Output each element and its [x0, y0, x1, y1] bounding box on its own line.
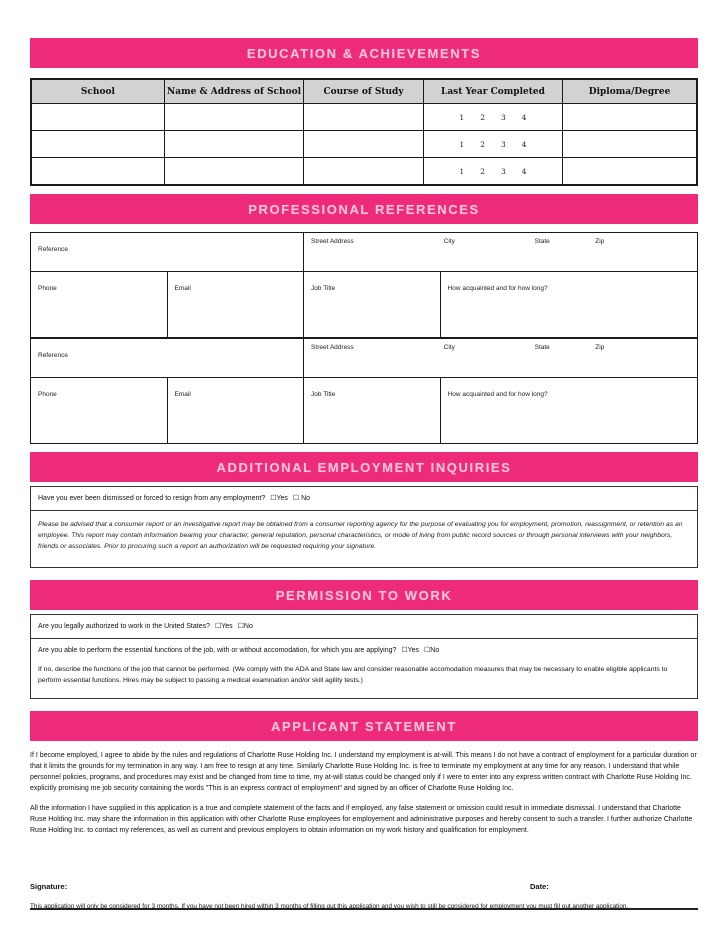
- zip-label: Zip: [595, 238, 605, 245]
- essential-yes-checkbox[interactable]: ☐Yes: [401, 646, 420, 654]
- reference-address-cell[interactable]: [304, 233, 697, 271]
- education-table-row-1: [32, 103, 696, 130]
- column-header-school: School: [32, 80, 165, 103]
- acquainted-label: How acquainted and for how long?: [447, 391, 548, 398]
- education-table: [30, 78, 698, 186]
- name-address-input-cell[interactable]: [165, 157, 304, 184]
- dismissed-question-row: [31, 487, 697, 511]
- authorized-question-row: [31, 615, 697, 639]
- last-year-completed-options: [424, 103, 563, 130]
- signature-label: Signature:: [30, 882, 68, 892]
- job-title-label: Job Title: [311, 285, 336, 292]
- year-option-1[interactable]: 1: [459, 112, 465, 122]
- authorized-no-checkbox[interactable]: ☐No: [237, 622, 253, 630]
- ada-accommodation-note: If no, describe the functions of the job that cannot be performed. (We comply with the ADA and State law and consider reasonable accomodation measures that may be necessary to enable eligible applicants to perform essential functions. Hires may be subject to passing a medical examination and/or skill agility tests.): [38, 665, 668, 684]
- course-of-study-input-cell[interactable]: [304, 157, 424, 184]
- school-input-cell[interactable]: [32, 130, 165, 157]
- column-header-last-year-completed: Last Year Completed: [424, 80, 563, 103]
- zip-label: Zip: [595, 344, 605, 351]
- statement-paragraph-2: All the information I have supplied in this application is a true and complete statement of the facts and if employed, any false statement or omission could result in immediate dismissal. I understand that Charlotte Ruse Holding Inc. may share the information in this application with other Charlotte Ruse employees for employement and administrative purposes and hereby consent to such a transfer. I further authorize Charlotte Ruse Holding Inc. to contact my references, as well as current and previous employers to obtain information on my work history and qualification for employment.: [30, 805, 693, 835]
- city-label: City: [443, 344, 455, 351]
- education-table-header-row: [32, 80, 696, 103]
- statement-paragraph-1: If I become employed, I agree to abide by the rules and regulations of Charlotte Ruse Holding Inc. I understand my employment is at-will. This means I do not have a contract of employment for a particular duration or that it limits the grounds for my termination in any way. I am free to resign at any time. Similarly Charlotte Ruse Holding Inc. is free to terminate my employment at any time for any reason. I understand that while personnel policies, programs, and procedures may exist and be changed from time to time, my at-will status could be changed only if I were to enter into any express written contract with Charlotte Ruse Holding Inc. explicitly promising me job security containing the words "This is an express contract of employment" and signed by an officer of Charlotte Ruse Holding Inc.: [30, 752, 697, 793]
- street-address-label: Street Address: [311, 238, 354, 245]
- essential-question-row: [31, 639, 697, 662]
- year-option-2[interactable]: 2: [480, 139, 485, 149]
- year-option-1[interactable]: 1: [459, 139, 465, 149]
- email-label: Email: [174, 285, 191, 292]
- course-of-study-input-cell[interactable]: [304, 130, 424, 157]
- education-table-row-2: [32, 130, 696, 157]
- year-option-3[interactable]: 3: [500, 139, 506, 149]
- state-label: State: [534, 238, 550, 245]
- email-label: Email: [174, 391, 191, 398]
- year-option-3[interactable]: 3: [500, 112, 506, 122]
- consumer-report-notice: Please be advised that a consumer report or an investigative report may be obtained from a consumer reporting agency for the purpose of evaluating you for employment, promotion, reassignment, or retention as an employee. This report may contain information bearing your character, general reputation, personal characteristics, or mode of living from public record sources or through personal interviews with your neighbors, friends or associates. Prior to procuring such a report an authorization will be requested requiring your signature.: [38, 521, 683, 550]
- year-option-1[interactable]: 1: [459, 166, 465, 176]
- education-section-header: EDUCATION & ACHIEVEMENTS: [30, 38, 698, 68]
- state-label: State: [534, 344, 550, 351]
- year-option-2[interactable]: 2: [480, 166, 485, 176]
- name-address-input-cell[interactable]: [165, 103, 304, 130]
- reference-address-cell[interactable]: [304, 339, 697, 377]
- city-label: City: [443, 238, 455, 245]
- email-input-cell[interactable]: [168, 378, 305, 443]
- essential-no-checkbox[interactable]: ☐No: [423, 646, 440, 654]
- year-option-2[interactable]: 2: [480, 112, 485, 122]
- reference-block-2: [31, 337, 697, 443]
- validity-footer-note: This application will only be considered for 3 months. If you have not been hired within 3 months of filling out this application and you wish to still be considered for employment you must fill out another application.: [30, 903, 629, 910]
- reference-label: Reference: [38, 246, 68, 253]
- reference-contact-row: [31, 271, 697, 337]
- dismissed-no-checkbox[interactable]: ☐ No: [292, 495, 311, 502]
- acquainted-label: How acquainted and for how long?: [447, 285, 548, 292]
- authorized-yes-checkbox[interactable]: ☐Yes: [214, 622, 233, 630]
- acquainted-input-cell[interactable]: [441, 272, 697, 337]
- course-of-study-input-cell[interactable]: [304, 103, 424, 130]
- last-year-completed-options: [424, 157, 563, 184]
- date-label: Date:: [530, 882, 549, 892]
- inquiries-box: [30, 486, 698, 568]
- references-table: [30, 232, 698, 444]
- job-title-label: Job Title: [311, 391, 336, 398]
- inquiries-section-header: ADDITIONAL EMPLOYMENT INQUIRIES: [30, 452, 698, 482]
- dismissed-yes-checkbox[interactable]: ☐Yes: [270, 495, 288, 502]
- phone-input-cell[interactable]: [31, 378, 168, 443]
- column-header-course-of-study: Course of Study: [304, 80, 424, 103]
- reference-name-address-row: [31, 233, 697, 271]
- reference-label: Reference: [38, 352, 68, 359]
- column-header-diploma-degree: Diploma/Degree: [563, 80, 696, 103]
- reference-block-1: [31, 233, 697, 337]
- school-input-cell[interactable]: [32, 157, 165, 184]
- last-year-completed-options: [424, 130, 563, 157]
- acquainted-input-cell[interactable]: [441, 378, 697, 443]
- job-title-input-cell[interactable]: [304, 378, 441, 443]
- diploma-degree-input-cell[interactable]: [563, 103, 696, 130]
- authorized-question: Are you legally authorized to work in the United States?: [38, 622, 210, 630]
- diploma-degree-input-cell[interactable]: [563, 157, 696, 184]
- column-header-name-address: Name & Address of School: [165, 80, 304, 103]
- phone-label: Phone: [38, 285, 57, 292]
- name-address-input-cell[interactable]: [165, 130, 304, 157]
- statement-section-header: APPLICANT STATEMENT: [30, 711, 698, 741]
- phone-input-cell[interactable]: [31, 272, 168, 337]
- signature-row: [30, 882, 698, 894]
- reference-contact-row: [31, 377, 697, 443]
- permission-box: [30, 614, 698, 699]
- year-option-4[interactable]: 4: [521, 139, 527, 149]
- permission-section-header: PERMISSION TO WORK: [30, 580, 698, 610]
- dismissed-question: Have you ever been dismissed or forced to resign from any employment?: [38, 495, 266, 502]
- email-input-cell[interactable]: [168, 272, 305, 337]
- reference-name-address-row: [31, 339, 697, 377]
- year-option-3[interactable]: 3: [500, 166, 506, 176]
- reference-input-cell[interactable]: [31, 233, 304, 271]
- year-option-4[interactable]: 4: [521, 112, 527, 122]
- street-address-label: Street Address: [311, 344, 354, 351]
- year-option-4[interactable]: 4: [521, 166, 527, 176]
- job-title-input-cell[interactable]: [304, 272, 441, 337]
- reference-input-cell[interactable]: [31, 339, 304, 377]
- diploma-degree-input-cell[interactable]: [563, 130, 696, 157]
- school-input-cell[interactable]: [32, 103, 165, 130]
- references-section-header: PROFESSIONAL REFERENCES: [30, 194, 698, 224]
- phone-label: Phone: [38, 391, 57, 398]
- essential-question: Are you able to perform the essential functions of the job, with or without accomodation, for which you are applying?: [38, 646, 397, 654]
- education-table-row-3: [32, 157, 696, 184]
